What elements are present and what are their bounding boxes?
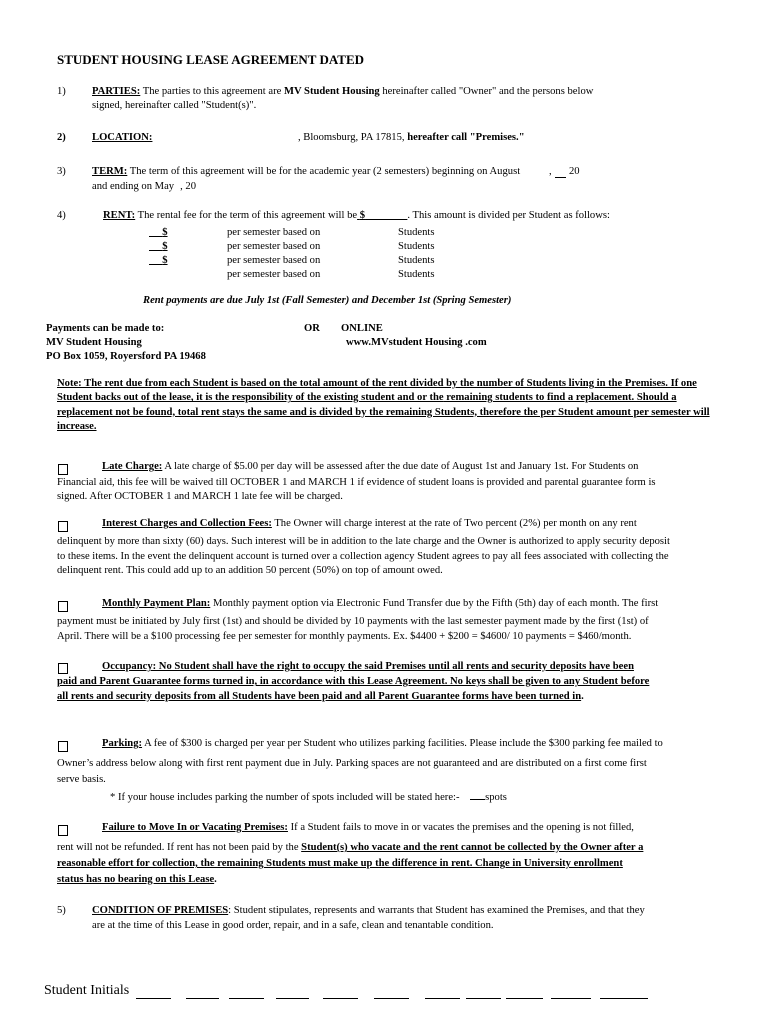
parties-line2: signed, hereinafter called "Student(s)". (92, 100, 257, 111)
interest-line1: Interest Charges and Collection Fees: The Owner will charge interest at the rate of Two percent (2%) per month on any rent (102, 518, 637, 529)
rent-clause (103, 209, 610, 223)
rent-row-based: per semester based on (227, 227, 321, 238)
term-line2 (92, 180, 196, 194)
rent-row-based: per semester based on (227, 269, 321, 280)
payment-heading: Payments can be made to: (46, 323, 165, 334)
rent-label: RENT: (103, 210, 136, 221)
late-charge-line3: signed. After OCTOBER 1 and MARCH 1 late fee will be charged. (57, 491, 343, 502)
parking-label: Parking: (102, 738, 143, 749)
rent-dollar: $ (359, 210, 366, 221)
monthly-line3: April. There will be a $100 processing fee per semester for monthly payments. Ex. $4400 + $200 = $4600/ 10 payments = $460/month. (57, 631, 632, 642)
payment-website: www.MVstudent Housing .com (346, 337, 487, 348)
initials-line[interactable] (136, 998, 171, 999)
rent-row-students: Students (398, 269, 435, 280)
section-number: 5) (57, 905, 66, 916)
initials-line[interactable] (506, 998, 543, 999)
owner-name: MV Student Housing (283, 86, 380, 97)
monthly-line2: payment must be initiated by July first (1st) and should be divided by 10 payments with the last semester payment made by the first (1st) of (57, 616, 649, 627)
term-label: TERM: (92, 166, 128, 177)
rent-note: Note: The rent due from each Student is based on the total amount of the rent divided by the number of Students living in the Premises. If one Student backs out of the lease, it is the responsibility of the existing student and or the remaining students to find a replacement. Should a replacement not be found, total rent stays the same and is divided by the remaining Students, therefore the per Student amount per semester will increase. (57, 378, 710, 432)
initials-line[interactable] (551, 998, 591, 999)
checkbox-failure[interactable] (58, 822, 68, 840)
late-charge-line1: Late Charge: A late charge of $5.00 per day will be assessed after the due date of August 1st and January 1st. For Students on (102, 461, 639, 472)
premises-text: hereafter call "Premises." (404, 132, 525, 143)
payment-address: PO Box 1059, Royersford PA 19468 (46, 351, 206, 362)
rent-row-students: Students (398, 241, 435, 252)
monthly-line1: Monthly Payment Plan: Monthly payment option via Electronic Fund Transfer due by the Fifth (5th) day of each month. The first (102, 598, 659, 609)
payment-name: MV Student Housing (46, 337, 142, 348)
initials-line[interactable] (276, 998, 309, 999)
interest-line3: to these items. In the event the delinquent account is turned over a collection agency Student agrees to pay all fees associated with collecting the (57, 551, 669, 562)
rent-row-students: Students (398, 255, 435, 266)
term-end-text: and ending on May (92, 181, 175, 192)
parties-label: PARTIES: (92, 86, 141, 97)
rent-row-dollar: $ (162, 255, 168, 266)
failure-line3: reasonable effort for collection, the remaining Students must make up the difference in rent. Change in University enrollment (57, 858, 623, 869)
checkbox-monthly-plan[interactable] (58, 598, 68, 616)
term-clause (92, 165, 520, 179)
checkbox-interest[interactable] (58, 518, 68, 536)
section-number: 1) (57, 86, 66, 97)
condition-line2: are at the time of this Lease in good order, repair, and in a safe, clean and tenantable condition. (92, 920, 494, 931)
rent-row-based: per semester based on (227, 255, 321, 266)
checkbox-parking[interactable] (58, 738, 68, 756)
interest-line4: delinquent rent. This could add up to an addition 50 percent (50%) on top of amount owed. (57, 565, 443, 576)
section-number: 4) (57, 210, 66, 221)
parties-text-b: hereinafter called "Owner" and the persons below (379, 86, 594, 97)
interest-label: Interest Charges and Collection Fees: (102, 518, 272, 529)
initials-line[interactable] (229, 998, 264, 999)
initials-line[interactable] (425, 998, 460, 999)
condition-label: CONDITION OF PREMISES (92, 905, 229, 916)
initials-line[interactable] (600, 998, 648, 999)
section-number: 3) (57, 166, 66, 177)
parties-clause (92, 85, 593, 99)
initials-line[interactable] (323, 998, 358, 999)
term-text: The term of this agreement will be for the academic year (2 semesters) beginning on August (127, 166, 521, 177)
occupancy-line2: paid and Parent Guarantee forms turned in, in accordance with this Lease Agreement. No keys shall be given to any Student before (57, 676, 650, 687)
occupancy-line3: all rents and security deposits from all Students have been paid and all Parent Guarantee forms have been turned in. (57, 691, 584, 702)
initials-line[interactable] (374, 998, 409, 999)
condition-line1: CONDITION OF PREMISES: Student stipulates, represents and warrants that Student has examined the Premises, and that they (92, 905, 645, 916)
failure-line2: rent will not be refunded. If rent has not been paid by the Student(s) who vacate and the rent cannot be collected by the Owner after a (57, 842, 644, 853)
parking-line1: Parking: A fee of $300 is charged per year per Student who utilizes parking facilities. Please include the $300 parking fee mailed to (102, 738, 663, 749)
monthly-label: Monthly Payment Plan: (102, 598, 211, 609)
rent-row-based: per semester based on (227, 241, 321, 252)
payment-or: OR (304, 323, 320, 334)
location-city (298, 131, 525, 145)
late-charge-line2: Financial aid, this fee will be waived till OCTOBER 1 and MARCH 1 if evidence of student loans is provided and parental guarantee form is (57, 477, 656, 488)
occupancy-line1: Occupancy: No Student shall have the right to occupy the said Premises until all rents and security deposits have been (102, 661, 634, 672)
term-blank-line (555, 177, 566, 178)
initials-line[interactable] (186, 998, 219, 999)
parking-spots-blank[interactable] (470, 799, 485, 800)
rent-row-dollar: $ (162, 241, 168, 252)
term-end-year: , 20 (180, 181, 196, 192)
parking-line3: serve basis. (57, 774, 106, 785)
rent-text: The rental fee for the term of this agreement will be (135, 210, 358, 221)
rent-row-students: Students (398, 227, 435, 238)
document-title: STUDENT HOUSING LEASE AGREEMENT DATED (57, 52, 365, 67)
location-city-text: , Bloomsburg, PA 17815, (298, 132, 405, 143)
section-number: 2) (57, 132, 66, 143)
failure-line1: Failure to Move In or Vacating Premises: If a Student fails to move in or vacates the premises and the opening is not filled, (102, 822, 634, 833)
parties-text: The parties to this agreement are (140, 86, 284, 97)
payment-online: ONLINE (341, 323, 383, 334)
student-initials-label: Student Initials (44, 983, 130, 998)
parking-line2: Owner’s address below along with first rent payment due in July. Parking spaces are not guaranteed and are distributed on a first come first (57, 758, 647, 769)
parking-spots-line: * If your house includes parking the number of spots included will be stated here:- spots (110, 792, 507, 803)
rent-due-note: Rent payments are due July 1st (Fall Semester) and December 1st (Spring Semester) (143, 295, 512, 306)
location-label: LOCATION: (92, 132, 153, 143)
rent-row-dollar: $ (162, 227, 168, 238)
interest-line2: delinquent by more than sixty (60) days. Such interest will be in addition to the late charge and the Owner is authorized to apply security deposit (57, 536, 670, 547)
failure-label: Failure to Move In or Vacating Premises: (102, 822, 288, 833)
initials-line[interactable] (466, 998, 501, 999)
rent-text-b: . This amount is divided per Student as follows: (407, 210, 610, 221)
late-charge-label: Late Charge: (102, 461, 163, 472)
failure-line4: status has no bearing on this Lease. (57, 874, 217, 885)
term-comma: , (549, 166, 552, 177)
term-year-start: 20 (569, 166, 580, 177)
